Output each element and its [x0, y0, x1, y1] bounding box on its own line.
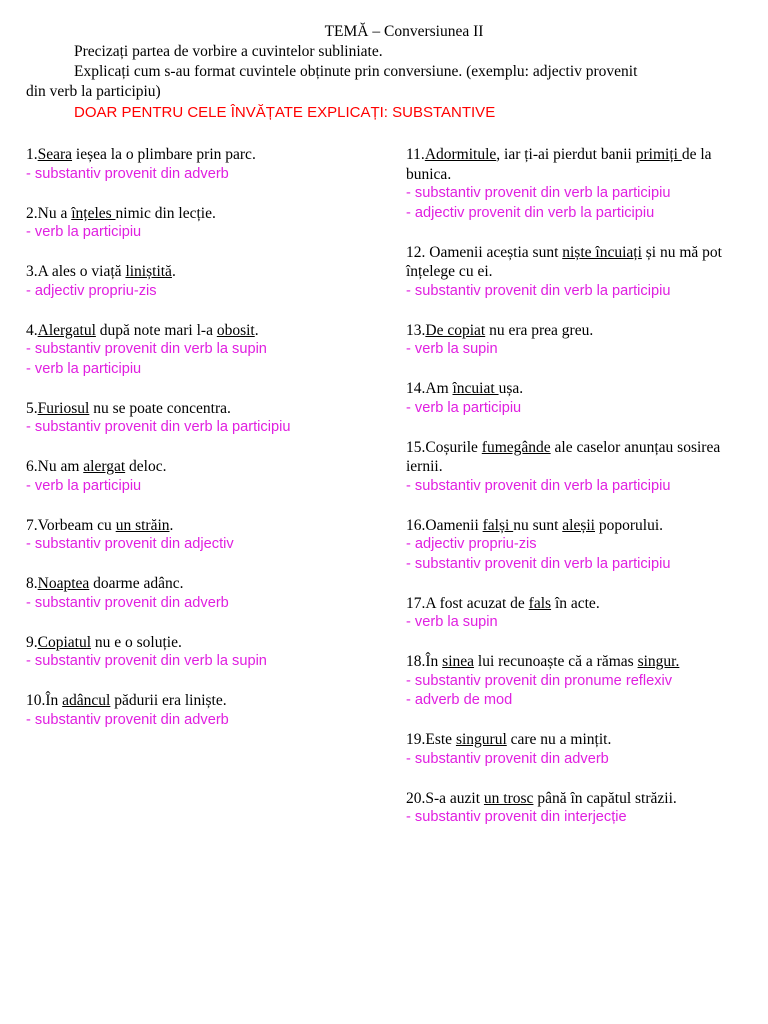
- exercise-sentence: [26, 321, 386, 341]
- exercise-item: [406, 730, 746, 769]
- exercise-item: [406, 438, 746, 497]
- instruction-line-1: Precizați partea de vorbire a cuvintelor subliniate.: [74, 43, 383, 60]
- underlined-word: un străin: [115, 516, 170, 534]
- answer-text: - adverb de mod: [406, 692, 513, 708]
- exercise-item: [26, 633, 386, 672]
- sentence-text: 12. Oamenii aceștia sunt: [406, 243, 563, 261]
- sentence-text: nimic din lecție.: [115, 204, 216, 222]
- sentence-text: lui recunoaște că a rămas: [474, 653, 638, 670]
- exercise-sentence: [406, 516, 746, 536]
- answer-text: - substantiv provenit din pronume reflexiv: [406, 672, 673, 689]
- sentence-text: ușa.: [498, 380, 524, 397]
- sentence-text: 5.: [26, 399, 38, 417]
- answer-text: - substantiv provenit din adjectiv: [26, 536, 234, 552]
- exercise-sentence: [406, 594, 746, 614]
- underlined-word: adâncul: [62, 692, 111, 709]
- sentence-text: 16.Oamenii: [406, 516, 483, 534]
- sentence-text: 11.: [406, 146, 425, 163]
- exercise-item: [26, 262, 386, 301]
- exercise-item: [406, 594, 746, 633]
- sentence-text: ale caselor anunțau sosirea iernii.: [406, 438, 721, 475]
- underlined-word: De copiat: [425, 321, 486, 339]
- sentence-text: , iar ți-ai pierdut banii: [496, 146, 636, 163]
- sentence-text: 17.A fost acuzat de: [406, 594, 529, 612]
- answer-text: - substantiv provenit din adverb: [26, 594, 229, 611]
- exercise-sentence: [26, 691, 386, 711]
- sentence-text: care nu a mințit.: [506, 731, 612, 748]
- underlined-word: Noaptea: [37, 575, 90, 592]
- sentence-text: 13.: [406, 321, 426, 339]
- underlined-word: fals: [528, 594, 552, 612]
- answer-text: - substantiv provenit din verb la supin: [26, 341, 267, 357]
- sentence-text: 18.În: [406, 653, 443, 670]
- answer-text: - substantiv provenit din verb la participiu: [406, 555, 671, 572]
- sentence-text: nu era prea greu.: [485, 321, 594, 339]
- exercise-sentence: [26, 204, 386, 224]
- exercise-item: [26, 399, 386, 438]
- sentence-text: nu sunt: [513, 516, 563, 534]
- underlined-word: aleșii: [562, 516, 595, 534]
- answer-text: - substantiv provenit din verb la participiu: [406, 185, 671, 201]
- exercise-sentence: [406, 379, 746, 399]
- underlined-word: încuiat: [452, 380, 499, 397]
- underlined-word: un trosc: [483, 789, 534, 807]
- sentence-text: 6.Nu am: [26, 458, 84, 475]
- exercise-item: [26, 574, 386, 613]
- exercise-sentence: [26, 516, 386, 536]
- sentence-text: 8.: [26, 575, 38, 592]
- page-title: TEMĂ – Conversiunea II: [324, 23, 484, 40]
- exercise-sentence: [26, 633, 386, 653]
- underlined-word: Adormitule: [424, 146, 497, 163]
- sentence-text: .: [254, 321, 259, 339]
- underlined-word: singur.: [637, 653, 680, 670]
- underlined-word: Copiatul: [37, 633, 92, 651]
- underlined-word: primiți: [635, 146, 682, 163]
- answer-text: - adjectiv provenit din verb la participiu: [406, 204, 655, 221]
- exercise-item: [26, 145, 386, 184]
- exercise-sentence: [26, 399, 386, 419]
- exercise-item: [406, 243, 746, 302]
- answer-text: - substantiv provenit din verb la participiu: [406, 477, 671, 494]
- exercise-item: [406, 321, 746, 360]
- underlined-word: liniștită: [125, 263, 172, 280]
- exercise-item: [26, 204, 386, 243]
- sentence-text: ieșea la o plimbare prin parc.: [72, 146, 256, 163]
- exercise-sentence: [26, 145, 386, 165]
- sentence-text: și nu mă pot înțelege cu ei.: [406, 243, 722, 280]
- answer-text: - verb la participiu: [26, 360, 142, 377]
- sentence-text: 4.: [26, 321, 38, 339]
- underlined-word: Seara: [37, 146, 73, 163]
- instruction-line-2-continued: din verb la participiu): [26, 83, 161, 100]
- sentence-text: 10.În: [26, 692, 63, 709]
- answer-text: - substantiv provenit din verb la supin: [26, 653, 267, 669]
- underlined-word: înțeles: [71, 204, 116, 222]
- exercise-item: [406, 379, 746, 418]
- underlined-word: singurul: [455, 731, 507, 748]
- sentence-text: 20.S-a auzit: [406, 789, 484, 807]
- exercise-sentence: [406, 438, 746, 477]
- exercise-sentence: [406, 321, 746, 341]
- exercise-sentence: [406, 730, 746, 750]
- exercise-sentence: [26, 574, 386, 594]
- sentence-text: poporului.: [595, 516, 664, 534]
- sentence-text: după note mari l-a: [95, 321, 217, 339]
- answer-text: - adjectiv propriu-zis: [406, 536, 537, 552]
- sentence-text: 9.: [26, 633, 38, 651]
- sentence-text: 3.A ales o viață: [26, 263, 126, 280]
- sentence-text: doarme adânc.: [89, 575, 184, 592]
- answer-text: - substantiv provenit din verb la participiu: [406, 282, 671, 299]
- sentence-text: 2.Nu a: [26, 204, 72, 222]
- sentence-text: 19.Este: [406, 731, 456, 748]
- answer-text: - adjectiv propriu-zis: [26, 282, 157, 299]
- underlined-word: obosit: [216, 321, 255, 339]
- sentence-text: .: [169, 516, 174, 534]
- underlined-word: falși: [482, 516, 514, 534]
- answer-text: - substantiv provenit din verb la participiu: [26, 419, 291, 435]
- sentence-text: de la bunica.: [406, 146, 712, 183]
- sentence-text: 1.: [26, 146, 38, 163]
- answer-text: - substantiv provenit din adverb: [406, 750, 609, 767]
- exercise-sentence: [406, 145, 746, 184]
- exercise-item: [26, 457, 386, 496]
- sentence-text: .: [171, 263, 176, 280]
- exercise-item: [406, 789, 746, 828]
- exercise-sentence: [26, 262, 386, 282]
- answer-text: - verb la participiu: [406, 399, 522, 416]
- underlined-word: Furiosul: [37, 399, 90, 417]
- underlined-word: fumegânde: [481, 438, 551, 456]
- answer-text: - verb la supin: [406, 341, 498, 357]
- exercise-item: [26, 321, 386, 380]
- underlined-word: niște încuiați: [562, 243, 642, 261]
- sentence-text: 14.Am: [406, 380, 453, 397]
- sentence-text: deloc.: [125, 458, 167, 475]
- exercise-sentence: [26, 457, 386, 477]
- exercise-item: [406, 516, 746, 575]
- exercise-column-left: [26, 145, 386, 750]
- sentence-text: nu se poate concentra.: [89, 399, 231, 417]
- underlined-word: sinea: [442, 653, 475, 670]
- answer-text: - verb la participiu: [26, 224, 142, 240]
- underlined-word: Alergatul: [37, 321, 96, 339]
- answer-text: - substantiv provenit din adverb: [26, 711, 229, 728]
- sentence-text: nu e o soluție.: [91, 633, 182, 651]
- instruction-line-2: Explicați cum s-au format cuvintele obținute prin conversiune. (exemplu: adjectiv provenit: [74, 63, 638, 80]
- underlined-word: alergat: [83, 458, 126, 475]
- sentence-text: pădurii era liniște.: [110, 692, 227, 709]
- exercise-item: [26, 691, 386, 730]
- answer-text: - substantiv provenit din adverb: [26, 165, 229, 182]
- exercise-item: [26, 516, 386, 555]
- answer-text: - verb la participiu: [26, 477, 142, 494]
- exercise-sentence: [406, 652, 746, 672]
- answer-text: - substantiv provenit din interjecție: [406, 809, 627, 825]
- exercise-sentence: [406, 789, 746, 809]
- sentence-text: 7.Vorbeam cu: [26, 516, 116, 534]
- document-header: [0, 22, 768, 123]
- exercise-column-right: [406, 145, 746, 847]
- sentence-text: 15.Coșurile: [406, 438, 482, 456]
- exercise-item: [406, 145, 746, 223]
- exercise-item: [406, 652, 746, 711]
- exercise-sentence: [406, 243, 746, 282]
- sentence-text: în acte.: [551, 594, 600, 612]
- instruction-note: DOAR PENTRU CELE ÎNVĂȚATE EXPLICAȚI: SUBSTANTIVE: [74, 104, 496, 121]
- sentence-text: până în capătul străzii.: [533, 789, 677, 807]
- answer-text: - verb la supin: [406, 614, 498, 630]
